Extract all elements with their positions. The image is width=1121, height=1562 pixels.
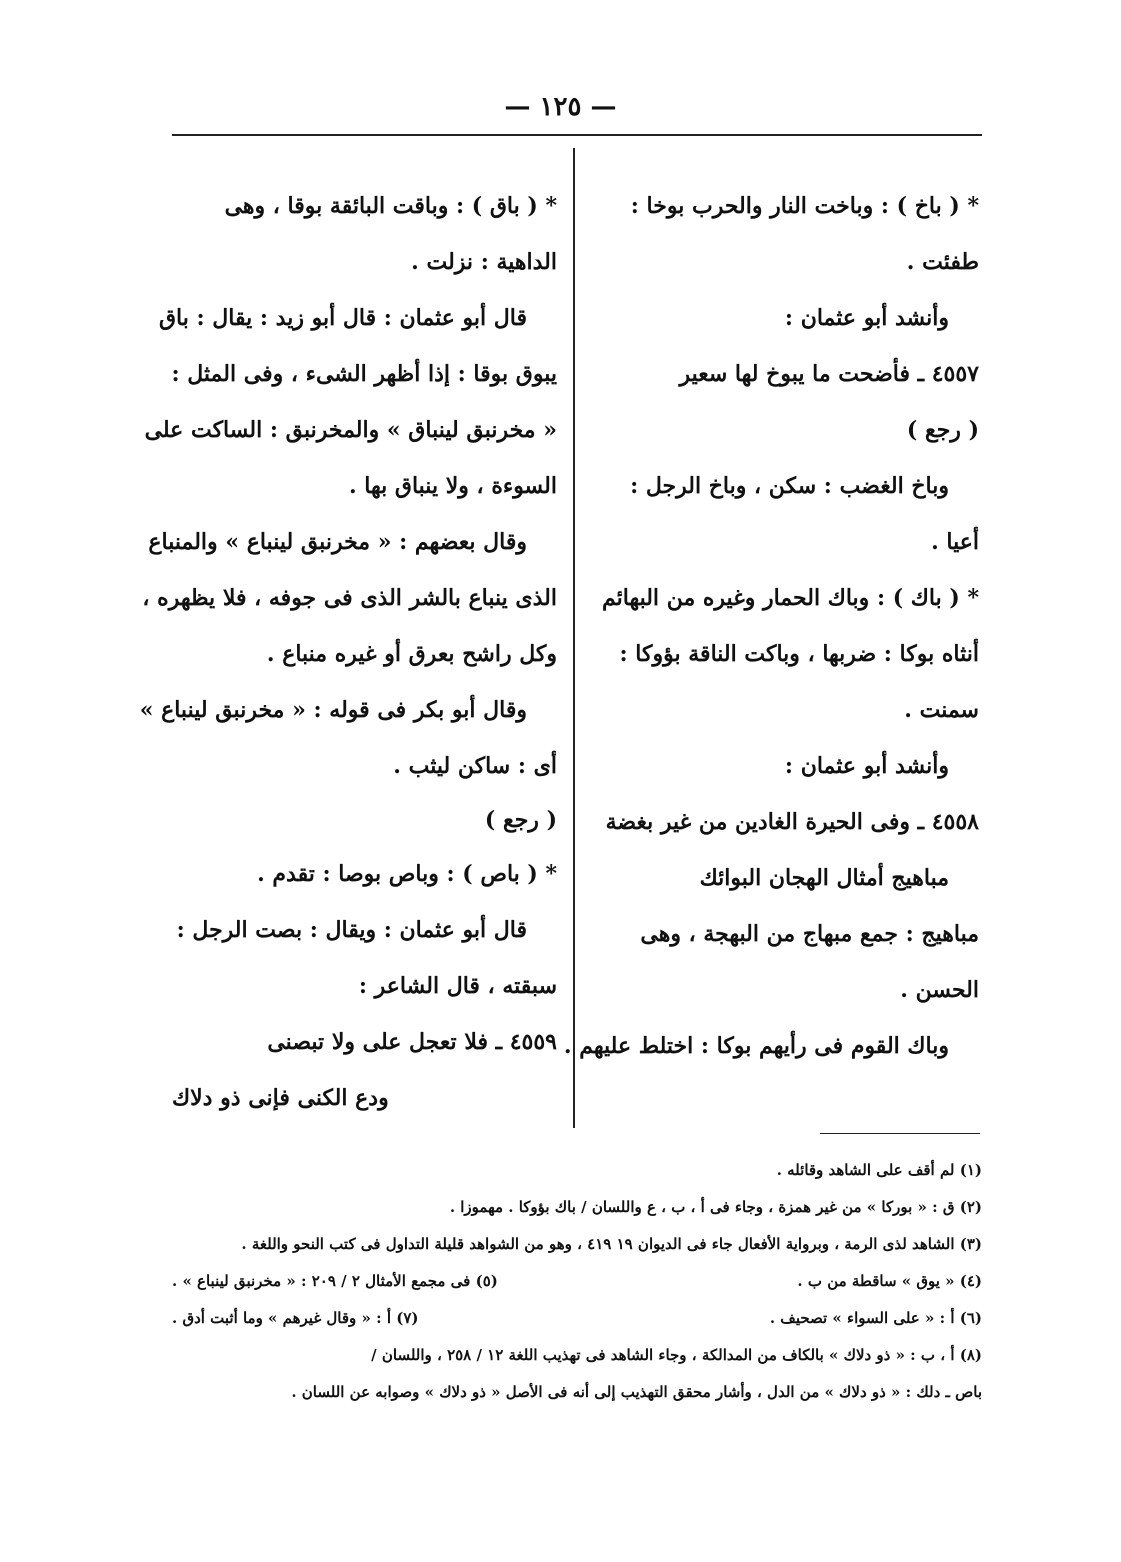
text-line: الذى ينباع بالشر الذى فى جوفه ، فلا يظهره ، bbox=[142, 585, 557, 611]
text-line: وأنشد أبو عثمان : bbox=[784, 305, 949, 331]
text-line: وباك القوم فى رأيهم بوكا : اختلط عليهم . bbox=[563, 1033, 949, 1059]
column-divider bbox=[573, 148, 575, 1128]
text-line: يبوق بوقا : إذا أظهر الشىء ، وفى المثل : bbox=[171, 361, 557, 387]
text-line: وباخ الغضب : سكن ، وباخ الرجل : bbox=[630, 473, 949, 499]
footnotes bbox=[172, 1152, 982, 1411]
text-line: الحسن . bbox=[900, 977, 979, 1003]
text-line: سمنت . bbox=[904, 697, 979, 723]
text-line: مباهيج : جمع مبهاج من البهجة ، وهى bbox=[640, 921, 979, 947]
text-line: أنثاه بوكا : ضربها ، وباكت الناقة بؤوكا : bbox=[619, 641, 979, 667]
text-line: قال أبو عثمان : ويقال : بصت الرجل : bbox=[176, 917, 527, 943]
footnote-2: (٢) ق : « بوركا » من غير همزة ، وجاء فى أ ، ب ، ع واللسان / باك بؤوكا . مهموزا . bbox=[449, 1198, 982, 1216]
text-line: الداهية : نزلت . bbox=[411, 249, 557, 275]
entry-heading-baq: * ( باق ) : وباقت البائقة بوقا ، وهى bbox=[224, 193, 557, 219]
verse-line: مباهيج أمثال الهجان البوائك bbox=[699, 865, 949, 891]
text-line: سبقته ، قال الشاعر : bbox=[358, 973, 557, 999]
verse-line: ودع الكنى فإنى ذو دلاك bbox=[172, 1085, 389, 1111]
footnote-3: (٣) الشاهد لذى الرمة ، وبرواية الأفعال جاء فى الديوان ١٩ ٤١٩ ، وهو من الشواهد قليلة التداول فى كتب النحو واللغة . bbox=[241, 1235, 982, 1253]
footnote-8-continued: باص ـ دلك : « ذو دلاك » من الدل ، وأشار محقق التهذيب إلى أنه فى الأصل « ذو دلاك » وصوابه عن اللسان . bbox=[291, 1383, 982, 1401]
footnote-4: (٤) « يوق » ساقطة من ب . bbox=[797, 1272, 982, 1290]
text-line: وقال بعضهم : « مخرنبق لينباع » والمنباع bbox=[148, 529, 527, 555]
text-line: السوءة ، ولا ينباق بها . bbox=[348, 473, 557, 499]
header-rule bbox=[172, 134, 982, 136]
verse-4558: ٤٥٥٨ ـ وفى الحيرة الغادين من غير بغضة bbox=[605, 809, 979, 835]
text-line: طفئت . bbox=[906, 249, 979, 275]
footnote-row-6-7 bbox=[172, 1300, 982, 1337]
text-line: وقال أبو بكر فى قوله : « مخرنبق لينباع » bbox=[139, 697, 527, 723]
raja-marker: ( رجع ) bbox=[906, 417, 979, 443]
text-line: « مخرنبق لينباق » والمخرنبق : الساكت على bbox=[144, 417, 557, 443]
entry-heading-bas: * ( باص ) : وباص بوصا : تقدم . bbox=[257, 861, 557, 887]
text-line: وأنشد أبو عثمان : bbox=[784, 753, 949, 779]
page-number: — ١٢٥ — bbox=[504, 92, 617, 122]
entry-heading-bak: * ( باك ) : وباك الحمار وغيره من البهائم bbox=[601, 585, 979, 611]
footnote-rule bbox=[820, 1133, 980, 1134]
verse-4559: ٤٥٥٩ ـ فلا تعجل على ولا تبصنى bbox=[267, 1029, 557, 1055]
footnote-row-4-5 bbox=[172, 1263, 982, 1300]
footnote-8: (٨) أ ، ب : « ذو دلاك » بالكاف من المدالكة ، وجاء الشاهد فى تهذيب اللغة ١٢ / ٢٥٨ ، واللسان / bbox=[371, 1346, 982, 1364]
right-column bbox=[563, 178, 979, 1074]
text-line: أعيا . bbox=[931, 529, 979, 555]
text-line: قال أبو عثمان : قال أبو زيد : يقال : باق bbox=[158, 305, 527, 331]
footnote-7: (٧) أ : « وقال غيرهم » وما أثبت أدق . bbox=[172, 1309, 419, 1327]
entry-heading-bakh: * ( باخ ) : وباخت النار والحرب بوخا : bbox=[630, 193, 979, 219]
footnote-1: (١) لم أقف على الشاهد وقائله . bbox=[776, 1161, 982, 1179]
text-line: أى : ساكن ليثب . bbox=[393, 753, 557, 779]
text-line: وكل راشح بعرق أو غيره منباع . bbox=[266, 641, 557, 667]
footnote-5: (٥) فى مجمع الأمثال ٢ / ٢٠٩ : « مخرنبق لينباع » . bbox=[172, 1272, 498, 1290]
left-column bbox=[139, 178, 557, 1126]
raja-marker: ( رجع ) bbox=[484, 807, 557, 833]
verse-4557: ٤٥٥٧ ـ فأضحت ما يبوخ لها سعير bbox=[679, 361, 979, 387]
footnote-6: (٦) أ : « على السواء » تصحيف . bbox=[769, 1309, 982, 1327]
